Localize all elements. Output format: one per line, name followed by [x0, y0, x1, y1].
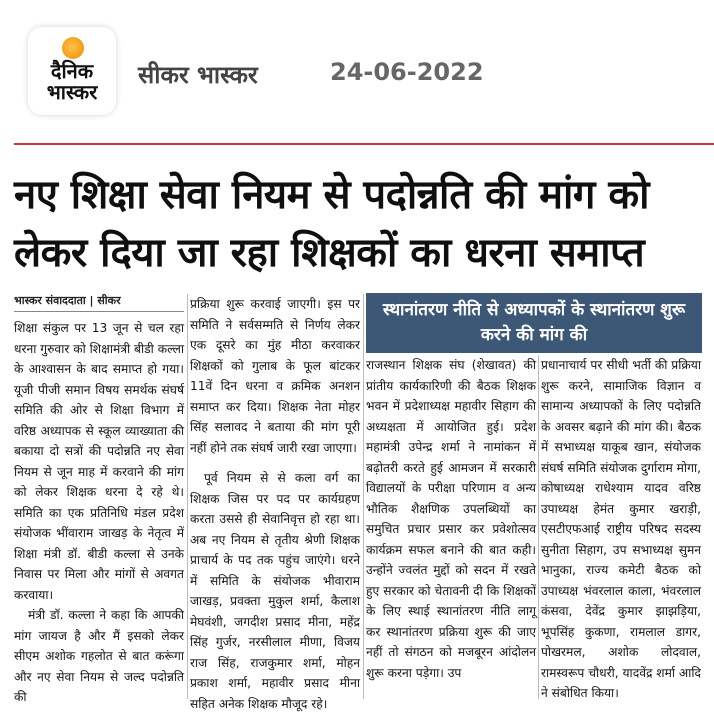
paragraph: प्रधानाचार्य पर सीधी भर्ती की प्रक्रिया शुरू करने, सामाजिक विज्ञान व सामान्य अध्यापकों के लिए पदोन्नति के अवसर बढ़ाने की मांग की। बैठक में सभाध्यक्ष याकूब खान, संयोजक संघर्ष समिति संयोजक दुर्गाराम मोगा, कोषाध्यक्ष राधेश्याम यादव वरिष्ठ उपाध्यक्ष हेमंत कुमार खराड़ी, एसटीएफआई राष्ट्रीय परिषद सदस्य सुनीता सिहाग, उप सभाध्यक्ष सुमन भानुका, राज्य कमेटी बैठक को उपाध्यक्ष भंवरलाल काला, भंवरलाल कंसवा, देवेंद्र कुमार झाझड़िया, भूपसिंह कुकणा, रामलाल डागर, पोखरमल, अशोक लोदवाल, रामस्वरूप चौधरी, यादवेंद्र शर्मा आदि ने संबोधित किया।: [541, 358, 702, 700]
column-divider: [538, 355, 539, 699]
paragraph: राजस्थान शिक्षक संघ (शेखावत) की प्रांतीय कार्यकारिणी की बैठक शिक्षक भवन में प्रदेशाध्यक्ष महावीर सिहाग की अध्यक्षता में आयोजित हुई। प्रदेश महामंत्री उपेन्द्र शर्मा ने नामांकन में बढ़ोतरी करते हुई आमजन में सरकारी विद्यालयों के परीक्षा परिणाम व अन्य भौतिक शैक्षणिक उपलब्धियों का समुचित प्रचार प्रसार कर प्रवेशोत्सव कार्यक्रम सफल बनाने की बात कही। उन्होंने ज्वलंत मुद्दों को सदन में रखते हुए सरकार को चेतावनी दी कि शिक्षकों के लिए स्थाई स्थानांतरण नीति लागू कर स्थानांतरण प्रक्रिया शुरू की जाए नहीं तो संगठन को मजबूरन आंदोलन शुरू करना पड़ेगा। उप: [366, 358, 536, 680]
newspaper-header: [0, 0, 714, 140]
article-column-2: [190, 294, 360, 713]
article-headline: नए शिक्षा सेवा नियम से पदोन्नति की मांग को लेकर दिया जा रहा शिक्षकों का धरना समाप्त: [14, 172, 649, 276]
publication-date: 24-06-2022: [330, 58, 484, 86]
paragraph: शिक्षा संकुल पर 13 जून से चल रहा धरना गुरुवार को शिक्षामंत्री बीडी कल्ला के आश्वासन के बाद समाप्त हो गया। यूजी पीजी समान विषय समर्थक संघर्ष समिति की ओर से शिक्षा विभाग में वरिष्ठ अध्यापक से स्कूल व्याख्याता की बकाया दो सत्रों की पदोन्नति नए सेवा नियम से जून माह में करवाने की मांग को लेकर शिक्षक धरना दे रहे थे। समिति का एक प्रतिनिधि मंडल प्रदेश संयोजक भींवाराम जाखड़ के नेतृत्व में शिक्षा मंत्री डॉ. बीडी कल्ला से उनके निवास पर मिला और मांगों से अवगत करवाया।: [14, 321, 184, 602]
logo-text-line1: दैनिक: [50, 59, 94, 83]
article-byline: भास्कर संवाददाता | सीकर: [14, 293, 184, 312]
article-column-4: [541, 355, 701, 704]
article-column-1: [14, 318, 184, 708]
sun-icon: [62, 37, 84, 59]
paragraph: मंत्री डॉ. कल्ला ने कहा कि आपकी मांग जायज है और मैं इसको लेकर सीएम अशोक गहलोत से बात करूंगा और नए सेवा नियम से जल्द पदोन्नति की: [14, 608, 184, 704]
column-divider: [187, 294, 188, 699]
sub-article-headline: स्थानांतरण नीति से अध्यापकों के स्थानांतरण शुरू करने की मांग की: [366, 293, 702, 353]
dainik-bhaskar-logo: [28, 27, 116, 115]
paragraph: प्रक्रिया शुरू करवाई जाएगी। इस पर समिति ने सर्वसम्मति से निर्णय लेकर एक दूसरे का मुंह मीठा करवाकर शिक्षकों को गुलाब के फूल बांटकर 11वें दिन धरना व क्रमिक अनशन समाप्त कर दिया। शिक्षक नेता मोहर सिंह सलावद ने बताया की मांग पूरी नहीं होने तक संघर्ष जारी रखा जाएगा।: [190, 297, 360, 455]
article-column-3: [366, 355, 536, 683]
column-divider: [363, 294, 364, 699]
logo-text-line2: भास्कर: [46, 80, 98, 104]
header-divider: [14, 143, 714, 145]
edition-name: सीकर भास्कर: [138, 61, 258, 89]
paragraph: पूर्व नियम से से कला वर्ग का शिक्षक जिस पर पद पर कार्यग्रहण करता उससे ही सेवानिवृत्त हो रहा था। अब नए नियम से तृतीय श्रेणी शिक्षक प्राचार्य के पद तक पहुंच जाएंगे। धरने में समिति के संयोजक भीवाराम जाखड़, प्रवक्ता मुकुल शर्मा, कैलाश मेघवंशी, जगदीश प्रसाद मीना, महेंद्र सिंह गुर्जर, नरसीलाल मीणा, विजय राज सिंह, राजकुमार शर्मा, मोहन प्रकाश शर्मा, महावीर प्रसाद मीना सहित अनेक शिक्षक मौजूद रहे।: [190, 471, 360, 711]
